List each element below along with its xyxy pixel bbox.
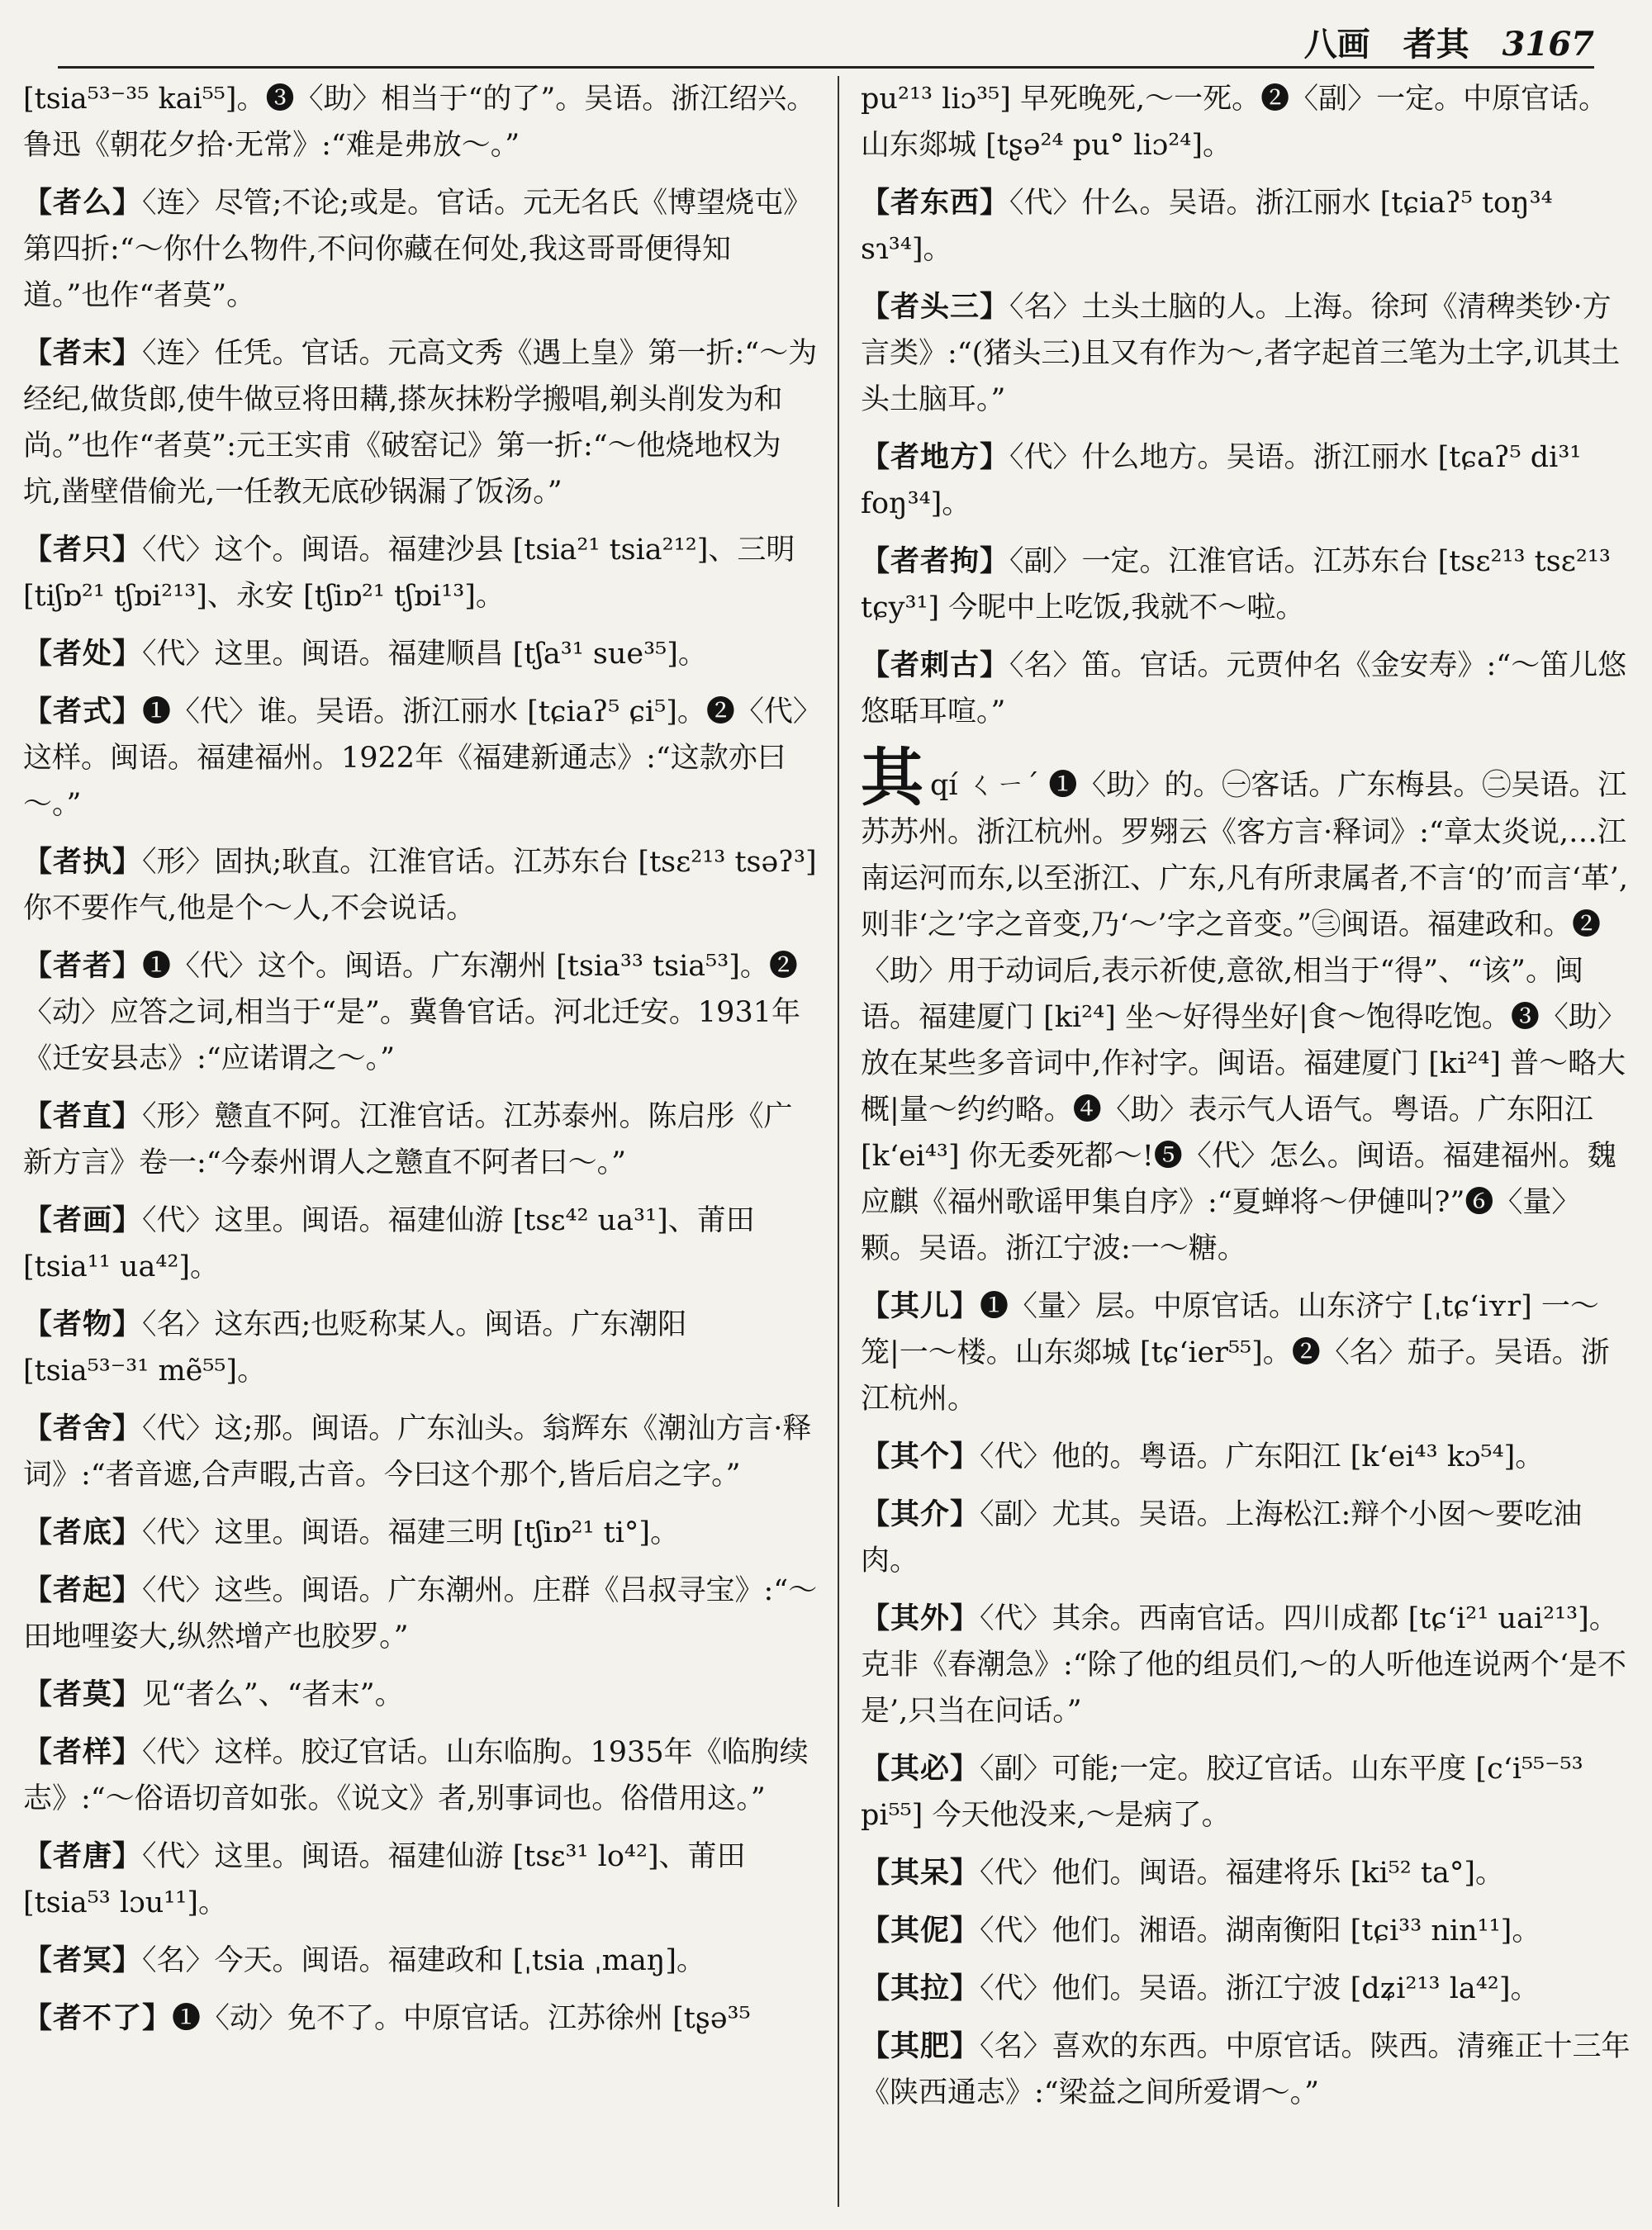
dictionary-entry — [23, 839, 818, 932]
dictionary-entry — [23, 1834, 818, 1926]
header-chars: 者其 — [1403, 25, 1469, 64]
entry-headword: 【者舍】 — [23, 1412, 143, 1445]
entry-headword: 其 — [861, 741, 923, 814]
dictionary-entry — [23, 1938, 818, 1984]
entry-definition: 〈代〉这;那。闽语。广东汕头。翁辉东《潮汕方言·释词》:“者音遮,合声暇,古音。今曰这个那个,皆后启之字。” — [23, 1412, 812, 1492]
dictionary-entry — [861, 1492, 1632, 1584]
entry-headword: 【其儿】 — [861, 1289, 980, 1323]
entry-definition: 〈名〉这东西;也贬称某人。闽语。广东潮阳 [tsia⁵³⁻³¹ mẽ⁵⁵]。 — [23, 1308, 687, 1388]
entry-headword: 【其肥】 — [861, 2029, 980, 2063]
entry-definition: 〈形〉戆直不阿。江淮官话。江苏泰州。陈启彤《广新方言》卷一:“今泰州谓人之戆直不阿者曰～。” — [23, 1100, 793, 1179]
entry-headword: 【其个】 — [861, 1440, 980, 1473]
entry-definition: qí ㄑㄧˊ ❶〈助〉的。㊀客话。广东梅县。㊁吴语。江苏苏州。浙江杭州。罗翙云《客方言·释词》:“章太炎说,…江南运河而东,以至浙江、广东,凡有所隶属者,不言‘的’而言‘革’,则非‘之’字之音变,乃‘～’字之音变。”㊂闽语。福建政和。❷〈助〉用于动词后,表示祈使,意欲,相当于“得”、“该”。闽语。福建厦门 [ki²⁴] 坐～好得坐好|食～饱得吃饱。❸〈助〉放在某些多音词中,作衬字。闽语。福建厦门 [ki²⁴] 普～略大概|量～约约略。❹〈助〉表示气人语气。粤语。广东阳江 [k‘ei⁴³] 你无委死都～!❺〈代〉怎么。闽语。福建福州。魏应麒《福州歌谣甲集自序》:“夏蝉将～伊僆叫?”❻〈量〉颗。吴语。浙江宁波:一～糖。 — [861, 769, 1629, 1265]
dictionary-entry — [861, 76, 1632, 168]
entry-definition: 〈名〉笛。官话。元贾仲名《金安寿》:“～笛儿悠悠聒耳喧。” — [861, 649, 1627, 728]
header-section: 八画 — [1303, 25, 1370, 64]
entry-definition: 〈代〉这里。闽语。福建顺昌 [tʃa³¹ sue³⁵]。 — [142, 638, 707, 671]
entry-definition: 〈代〉其余。西南官话。四川成都 [tɕ‘i²¹ uai²¹³]。克非《春潮急》:“除了他的组员们,～的人听他连说两个‘是不是’,只当在问话。” — [861, 1602, 1626, 1728]
entry-definition: 〈代〉什么。吴语。浙江丽水 [tɕiaʔ⁵ toŋ³⁴ sɿ³⁴]。 — [861, 187, 1553, 266]
dictionary-entry — [861, 1434, 1632, 1480]
entry-headword: 【者物】 — [23, 1307, 143, 1341]
entry-definition: 〈代〉这样。胶辽官话。山东临朐。1935年《临朐续志》:“～俗语切音如张。《说文》者,别事词也。俗借用这。” — [23, 1736, 809, 1815]
entry-headword: 【者者】 — [23, 949, 143, 983]
dictionary-entry — [861, 1746, 1632, 1839]
entry-headword: 【其拉】 — [861, 1971, 980, 2005]
dictionary-entry — [23, 527, 818, 619]
entry-definition: pu²¹³ liɔ³⁵] 早死晚死,～一死。❷〈副〉一定。中原官话。山东郯城 [tʂə²⁴ pu° liɔ²⁴]。 — [861, 83, 1608, 162]
entry-definition: ❶〈代〉这个。闽语。广东潮州 [tsia³³ tsia⁵³]。❷〈动〉应答之词,相当于“是”。冀鲁官话。河北迁安。1931年《迁安县志》:“应诺谓之～。” — [23, 950, 800, 1075]
dictionary-entry — [23, 1510, 818, 1556]
dictionary-entry — [861, 180, 1632, 273]
entry-headword: 【其必】 — [861, 1752, 980, 1786]
entry-definition: 〈代〉这个。闽语。福建沙县 [tsia²¹ tsia²¹²]、三明 [tiʃɒ²¹ tʃɒi²¹³]、永安 [tʃiɒ²¹ tʃɒi¹³]。 — [23, 534, 795, 613]
entry-headword: 【者只】 — [23, 533, 143, 567]
entry-definition: 〈连〉尽管;不论;或是。官话。元无名氏《博望烧屯》第四折:“～你什么物件,不问你藏在何处,我这哥哥便得知道。”也作“者莫”。 — [23, 187, 813, 312]
entry-headword: 【者处】 — [23, 637, 143, 671]
dictionary-entry — [23, 1672, 818, 1718]
entry-definition: [tsia⁵³⁻³⁵ kai⁵⁵]。❸〈助〉相当于“的了”。吴语。浙江绍兴。鲁迅《朝花夕拾·无常》:“难是弗放～。” — [23, 83, 816, 162]
dictionary-entry — [23, 631, 818, 677]
entry-headword: 【者末】 — [23, 336, 143, 370]
entry-headword: 【者直】 — [23, 1099, 143, 1133]
left-column — [23, 76, 818, 2207]
entry-definition: 〈连〉任凭。官话。元高文秀《遇上皇》第一折:“～为经纪,做货郎,使牛做豆将田耩,搽灰抹粉学搬唱,剃头削发为和尚。”也作“者莫”:元王实甫《破窑记》第一折:“～他烧地权为坑,凿壁借偷光,一任教无底砂锅漏了饭汤。” — [23, 337, 818, 509]
entry-definition: 〈代〉他们。吴语。浙江宁波 [dʑi²¹³ la⁴²]。 — [980, 1972, 1540, 2005]
entry-headword: 【者么】 — [23, 186, 143, 220]
entry-definition: 〈代〉这里。闽语。福建三明 [tʃiɒ²¹ ti°]。 — [142, 1516, 680, 1549]
dictionary-entry — [861, 1966, 1632, 2012]
entry-headword: 【者头三】 — [861, 290, 1010, 324]
entry-definition: ❶〈量〉层。中原官话。山东济宁 [ˌtɕ‘iʏr] 一～笼|一～楼。山东郯城 [tɕ‘ier⁵⁵]。❷〈名〉茄子。吴语。浙江杭州。 — [861, 1290, 1610, 1416]
entry-headword: 【其外】 — [861, 1601, 980, 1635]
entry-headword: 【者地方】 — [861, 440, 1010, 474]
dictionary-entry — [861, 539, 1632, 631]
dictionary-entry — [23, 1302, 818, 1394]
entry-headword: 【者起】 — [23, 1573, 143, 1607]
entry-headword: 【者画】 — [23, 1203, 143, 1237]
entry-headword: 【者者拘】 — [861, 544, 1010, 578]
dictionary-entry — [861, 284, 1632, 423]
entry-definition: 〈副〉可能;一定。胶辽官话。山东平度 [c‘i⁵⁵⁻⁵³ pi⁵⁵] 今天他没来,～是病了。 — [861, 1753, 1583, 1832]
entry-definition: 〈副〉尤其。吴语。上海松江:辩个小囡～要吃油肉。 — [861, 1498, 1583, 1578]
entry-headword: 【者刺古】 — [861, 648, 1010, 682]
right-column — [861, 76, 1632, 2207]
dictionary-entry — [23, 1406, 818, 1498]
dictionary-entry — [23, 1729, 818, 1822]
entry-headword: 【者东西】 — [861, 186, 1010, 220]
header-rule — [58, 66, 1594, 69]
entry-definition: ❶〈动〉免不了。中原官话。江苏徐州 [tʂə³⁵ — [172, 2002, 751, 2035]
dictionary-entry — [861, 1596, 1632, 1734]
dictionary-entry — [23, 180, 818, 319]
dictionary-entry — [861, 1283, 1632, 1422]
entry-headword: 【者莫】 — [23, 1677, 143, 1711]
dictionary-entry — [861, 434, 1632, 527]
entry-headword: 【者式】 — [23, 695, 143, 728]
dictionary-entry — [23, 943, 818, 1082]
dictionary-entry — [861, 2024, 1632, 2116]
entry-definition: 〈代〉这些。闽语。广东潮州。庄群《吕叔寻宝》:“～田地哩姿大,纵然增产也胶罗。” — [23, 1574, 818, 1654]
dictionary-entry — [861, 643, 1632, 735]
entry-definition: 〈名〉喜欢的东西。中原官话。陕西。清雍正十三年《陕西通志》:“梁益之间所爱谓～。” — [861, 2030, 1631, 2109]
entry-definition: ❶〈代〉谁。吴语。浙江丽水 [tɕiaʔ⁵ ɕi⁵]。❷〈代〉这样。闽语。福建福州。1922年《福建新通志》:“这款亦曰～。” — [23, 695, 808, 821]
dictionary-entry — [23, 330, 818, 515]
entry-headword: 【者不了】 — [23, 2001, 173, 2035]
entry-headword: 【者样】 — [23, 1735, 143, 1769]
entry-definition: 〈代〉他们。湘语。湖南衡阳 [tɕi³³ nin¹¹]。 — [980, 1914, 1541, 1948]
entry-definition: 〈代〉什么地方。吴语。浙江丽水 [tɕaʔ⁵ di³¹ foŋ³⁴]。 — [861, 441, 1582, 520]
entry-definition: 〈名〉土头土脑的人。上海。徐珂《清稗类钞·方言类》:“(猪头三)且又有作为～,者字起首三笔为土字,讥其土头土脑耳。” — [861, 291, 1621, 416]
dictionary-entry — [861, 1908, 1632, 1954]
page-header — [1304, 18, 1594, 65]
entry-definition: 〈代〉这里。闽语。福建仙游 [tsɛ⁴² ua³¹]、莆田 [tsia¹¹ ua⁴²]。 — [23, 1204, 755, 1283]
dictionary-entry — [23, 1995, 818, 2042]
entry-definition: 〈名〉今天。闽语。福建政和 [ˌtsia ˌmaŋ]。 — [142, 1944, 706, 1977]
dictionary-entry — [23, 689, 818, 828]
column-divider — [838, 76, 839, 2207]
entry-headword: 【者执】 — [23, 845, 143, 879]
entry-headword: 【者冥】 — [23, 1943, 143, 1977]
entry-definition: 〈代〉他的。粤语。广东阳江 [k‘ei⁴³ kɔ⁵⁴]。 — [980, 1440, 1545, 1473]
dictionary-entry — [23, 1568, 818, 1660]
entry-headword: 【其呆】 — [861, 1856, 980, 1890]
entry-headword: 【其伲】 — [861, 1914, 980, 1948]
dictionary-entry — [23, 1198, 818, 1290]
entry-headword: 【者唐】 — [23, 1839, 143, 1873]
dictionary-entry — [861, 1850, 1632, 1896]
dictionary-entry — [23, 76, 818, 168]
entry-definition: 〈代〉他们。闽语。福建将乐 [ki⁵² ta°]。 — [980, 1857, 1504, 1890]
page-number: 3167 — [1502, 25, 1594, 64]
entry-definition: 见“者么”、“者末”。 — [142, 1678, 404, 1711]
dictionary-entry — [861, 741, 1632, 1272]
entry-headword: 【者底】 — [23, 1516, 143, 1549]
entry-headword: 【其介】 — [861, 1497, 980, 1531]
entry-definition: 〈副〉一定。江淮官话。江苏东台 [tsɛ²¹³ tsɛ²¹³ tɕy³¹] 今昵中上吃饭,我就不～啦。 — [861, 545, 1611, 624]
dictionary-entry — [23, 1094, 818, 1186]
entry-definition: 〈形〉固执;耿直。江淮官话。江苏东台 [tsɛ²¹³ tsəʔ³] 你不要作气,他是个～人,不会说话。 — [23, 846, 817, 925]
entry-definition: 〈代〉这里。闽语。福建仙游 [tsɛ³¹ lo⁴²]、莆田 [tsia⁵³ lɔu¹¹]。 — [23, 1840, 746, 1919]
